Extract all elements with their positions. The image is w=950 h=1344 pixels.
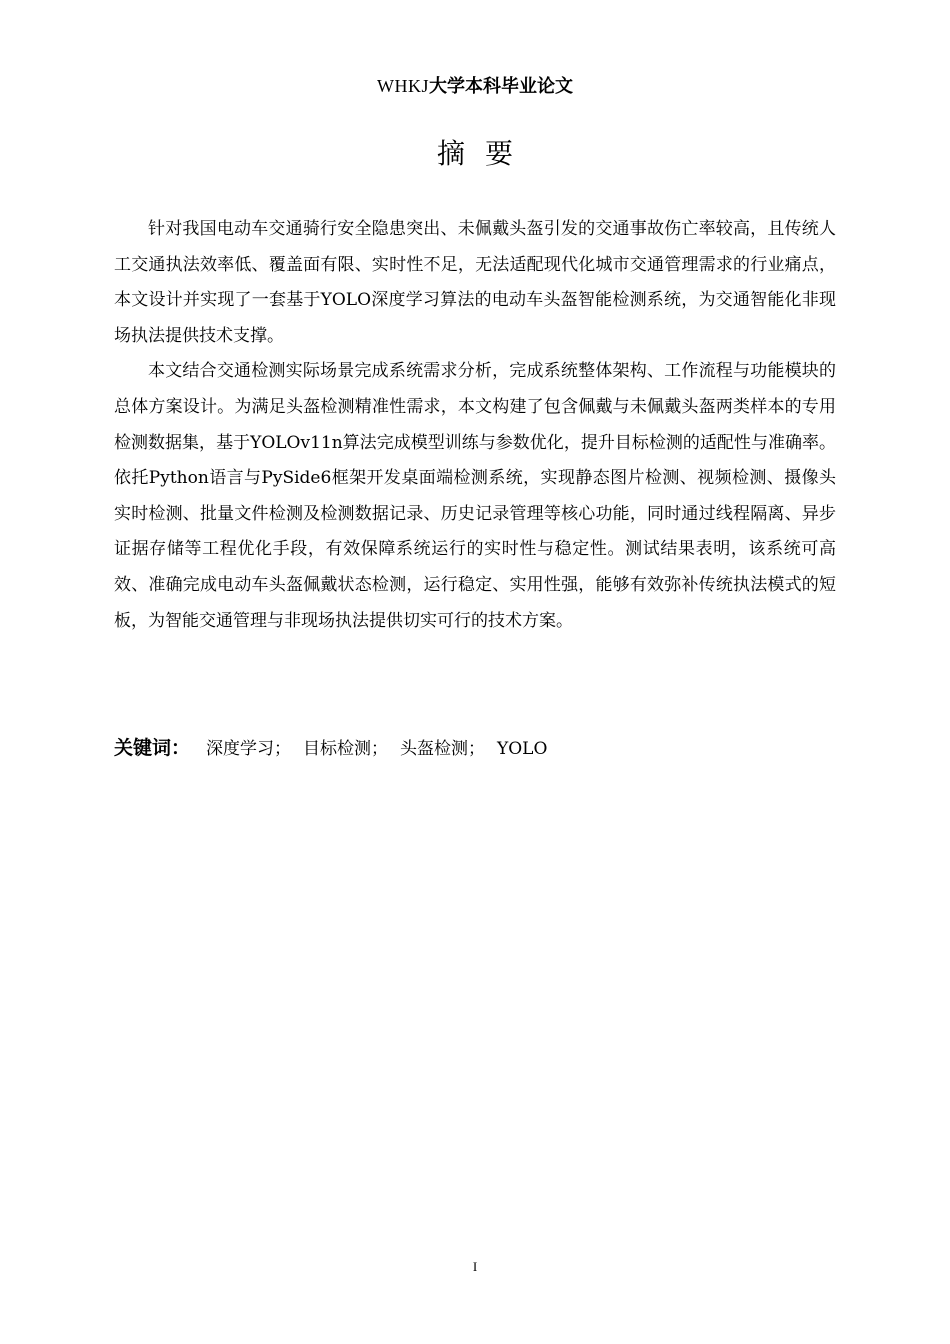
header-school-code: WHKJ xyxy=(377,76,429,96)
page-number: I xyxy=(472,1259,478,1274)
abstract-title: 摘要 xyxy=(436,137,533,170)
header-thesis-type: 大学本科毕业论文 xyxy=(429,76,573,97)
page-header xyxy=(0,74,950,99)
keyword-item: 目标检测； xyxy=(303,739,389,759)
keyword-item: YOLO xyxy=(497,739,548,759)
abstract-paragraph-2: 本文结合交通检测实际场景完成系统需求分析，完成系统整体架构、工作流程与功能模块的总体方案设计。为满足头盔检测精准性需求，本文构建了包含佩戴与未佩戴头盔两类样本的专用检测数据集，基于YOLOv11n算法完成模型训练与参数优化，提升目标检测的适配性与准确率。依托Python语言与PySide6框架开发桌面端检测系统，实现静态图片检测、视频检测、摄像头实时检测、批量文件检测及检测数据记录、历史记录管理等核心功能，同时通过线程隔离、异步证据存储等工程优化手段，有效保障系统运行的实时性与稳定性。测试结果表明，该系统可高效、准确完成电动车头盔佩戴状态检测，运行稳定、实用性强，能够有效弥补传统执法模式的短板，为智能交通管理与非现场执法提供切实可行的技术方案。 xyxy=(114,361,836,631)
keywords-line xyxy=(114,734,836,763)
abstract-paragraph-1: 针对我国电动车交通骑行安全隐患突出、未佩戴头盔引发的交通事故伤亡率较高，且传统人工交通执法效率低、覆盖面有限、实时性不足，无法适配现代化城市交通管理需求的行业痛点，本文设计并实现了一套基于YOLO深度学习算法的电动车头盔智能检测系统，为交通智能化非现场执法提供技术支撑。 xyxy=(114,219,836,346)
abstract-body xyxy=(114,212,836,639)
keyword-item: 头盔检测； xyxy=(400,739,486,759)
keyword-item: 深度学习； xyxy=(206,739,292,759)
keywords-label: 关键词： xyxy=(114,737,191,759)
